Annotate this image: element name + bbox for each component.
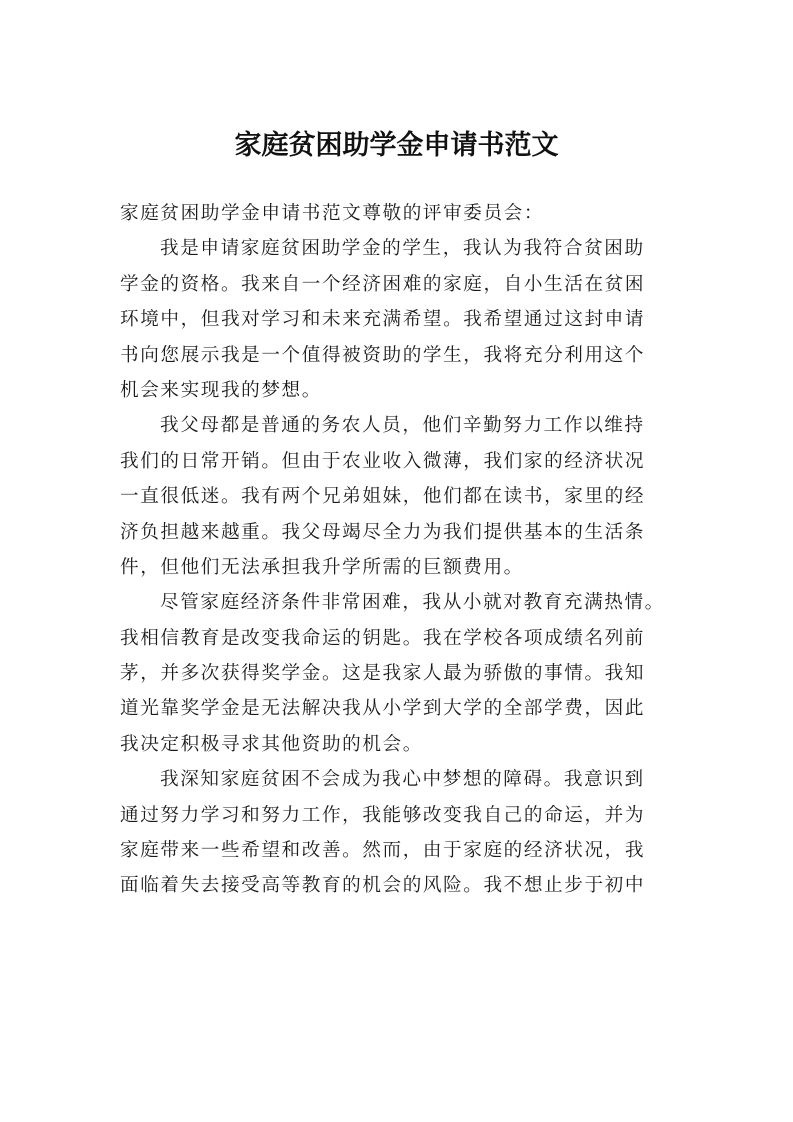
text-line: 件，但他们无法承担我升学所需的巨额费用。	[120, 556, 524, 578]
text-line: 家庭贫困助学金申请书范文尊敬的评审委员会：	[120, 203, 545, 224]
text-line: 面临着失去接受高等教育的机会的风险。我不想止步于初中	[120, 875, 646, 897]
text-line: 一直很低迷。我有两个兄弟姐妹，他们都在读书，家里的经	[120, 486, 646, 508]
document-title: 家庭贫困助学金申请书范文	[234, 130, 559, 161]
text-line: 我相信教育是改变我命运的钥匙。我在学校各项成绩名列前	[120, 627, 646, 649]
text-line: 机会来实现我的梦想。	[120, 379, 322, 401]
text-line: 家庭带来一些希望和改善。然而，由于家庭的经济状况，我	[120, 840, 646, 862]
text-line: 通过努力学习和努力工作，我能够改变我自己的命运，并为	[120, 804, 646, 826]
text-line: 我深知家庭贫困不会成为我心中梦想的障碍。我意识到	[160, 769, 645, 791]
text-line: 环境中，但我对学习和未来充满希望。我希望通过这封申请	[120, 309, 646, 331]
text-line: 学金的资格。我来自一个经济困难的家庭，自小生活在贫困	[120, 273, 646, 295]
text-line: 我们的日常开销。但由于农业收入微薄，我们家的经济状况	[120, 450, 646, 472]
text-line: 茅，并多次获得奖学金。这是我家人最为骄傲的事情。我知	[120, 663, 646, 685]
text-line: 道光靠奖学金是无法解决我从小学到大学的全部学费，因此	[120, 698, 646, 720]
text-line: 我父母都是普通的务农人员，他们辛勤努力工作以维持	[160, 415, 645, 437]
text-line: 我是申请家庭贫困助学金的学生，我认为我符合贫困助	[160, 238, 645, 260]
text-line: 尽管家庭经济条件非常困难，我从小就对教育充满热情。	[160, 592, 665, 614]
text-line: 我决定积极寻求其他资助的机会。	[120, 733, 423, 755]
text-line: 济负担越来越重。我父母竭尽全力为我们提供基本的生活条	[120, 521, 646, 543]
text-line: 书向您展示我是一个值得被资助的学生，我将充分利用这个	[120, 344, 646, 366]
document-body	[120, 196, 676, 904]
